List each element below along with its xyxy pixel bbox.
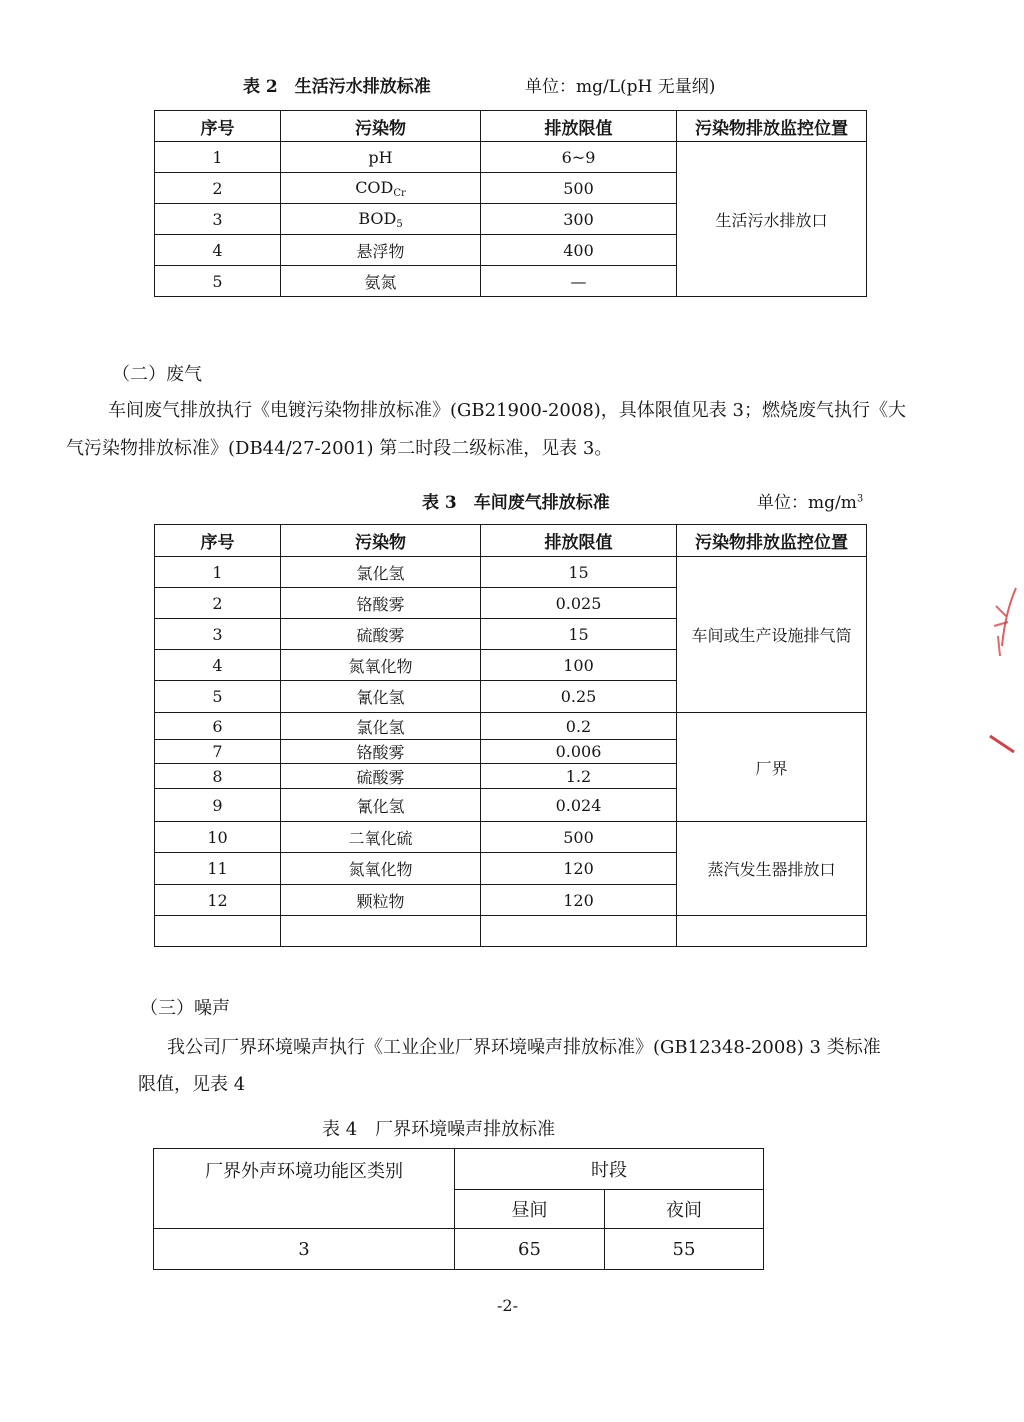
row-pollutant: 颗粒物 <box>281 885 481 916</box>
empty-cell <box>281 916 481 947</box>
row-pollutant: 氮氧化物 <box>281 650 481 681</box>
row-limit: 400 <box>481 235 677 266</box>
row-limit: 15 <box>481 619 677 650</box>
table-row <box>154 1229 764 1270</box>
row-no: 10 <box>155 822 281 853</box>
row-category: 3 <box>154 1229 455 1270</box>
row-limit: 0.2 <box>481 713 677 740</box>
table2-caption: 表 2 生活污水排放标准 <box>243 77 431 97</box>
table3-header-limit: 排放限值 <box>481 525 677 557</box>
empty-cell <box>155 916 281 947</box>
row-no: 2 <box>155 588 281 619</box>
table3-unit-sup: 3 <box>856 493 864 505</box>
table3-location-boiler: 蒸汽发生器排放口 <box>677 822 867 916</box>
row-no: 1 <box>155 142 281 173</box>
table-row <box>155 822 867 853</box>
table3-location-boundary: 厂界 <box>677 713 867 822</box>
row-limit: 0.006 <box>481 740 677 764</box>
table2-location: 生活污水排放口 <box>677 142 867 297</box>
pollutant-base: COD <box>355 177 394 197</box>
row-pollutant: pH <box>281 142 481 173</box>
row-day: 65 <box>455 1229 605 1270</box>
row-limit: 1.2 <box>481 764 677 789</box>
row-limit: 15 <box>481 557 677 588</box>
row-no: 3 <box>155 204 281 235</box>
row-limit: 120 <box>481 885 677 916</box>
row-pollutant: 氨氮 <box>281 266 481 297</box>
section2-heading: （二）废气 <box>112 364 202 385</box>
table-row <box>155 713 867 740</box>
row-no: 11 <box>155 853 281 885</box>
row-no: 2 <box>155 173 281 204</box>
row-pollutant: 氯化氢 <box>281 557 481 588</box>
row-no: 6 <box>155 713 281 740</box>
row-no: 1 <box>155 557 281 588</box>
row-limit: 6~9 <box>481 142 677 173</box>
row-pollutant: 氰化氢 <box>281 789 481 822</box>
table4-header-day: 昼间 <box>455 1190 605 1229</box>
table2-header-limit: 排放限值 <box>481 111 677 142</box>
table-row <box>155 557 867 588</box>
table2-header-no: 序号 <box>155 111 281 142</box>
pollutant-subscript: 5 <box>396 218 403 230</box>
row-pollutant: 硫酸雾 <box>281 619 481 650</box>
row-limit: 500 <box>481 173 677 204</box>
row-limit: 0.025 <box>481 588 677 619</box>
row-no: 4 <box>155 235 281 266</box>
section2-line1: 车间废气排放执行《电镀污染物排放标准》(GB21900-2008)，具体限值见表 3；燃烧废气执行《大 <box>108 400 906 421</box>
row-pollutant: 铬酸雾 <box>281 588 481 619</box>
table4-header-night: 夜间 <box>605 1190 764 1229</box>
empty-cell <box>677 916 867 947</box>
table4-header-area: 厂界外声环境功能区类别 <box>154 1149 455 1229</box>
row-no: 8 <box>155 764 281 789</box>
table2-header-location: 污染物排放监控位置 <box>677 111 867 142</box>
row-no: 4 <box>155 650 281 681</box>
empty-cell <box>481 916 677 947</box>
section3-line1: 我公司厂界环境噪声执行《工业企业厂界环境噪声排放标准》(GB12348-2008) 3 类标准 <box>167 1037 881 1058</box>
row-no: 9 <box>155 789 281 822</box>
table3-unit <box>757 488 863 513</box>
row-no: 7 <box>155 740 281 764</box>
row-pollutant: 二氧化硫 <box>281 822 481 853</box>
row-pollutant: 氮氧化物 <box>281 853 481 885</box>
row-pollutant <box>281 204 481 235</box>
table3-header-location: 污染物排放监控位置 <box>677 525 867 557</box>
table3-header-pollutant: 污染物 <box>281 525 481 557</box>
pollutant-subscript: Cr <box>393 187 406 199</box>
table3-unit-base: 单位：mg/m <box>757 493 857 513</box>
table3-header-no: 序号 <box>155 525 281 557</box>
stamp-fragment-graphic <box>986 586 1022 766</box>
page-number: -2- <box>497 1296 518 1315</box>
row-pollutant: 悬浮物 <box>281 235 481 266</box>
row-pollutant: 氯化氢 <box>281 713 481 740</box>
section3-line2: 限值，见表 4 <box>138 1074 246 1095</box>
row-limit: 0.024 <box>481 789 677 822</box>
table3-location-stack: 车间或生产设施排气筒 <box>677 557 867 713</box>
row-limit: 0.25 <box>481 681 677 713</box>
table4 <box>153 1148 764 1270</box>
pollutant-base: BOD <box>358 208 397 228</box>
table3 <box>154 524 867 947</box>
stamp-fragment <box>986 586 1022 766</box>
section3-heading: （三）噪声 <box>140 998 230 1019</box>
row-no: 12 <box>155 885 281 916</box>
row-pollutant: 铬酸雾 <box>281 740 481 764</box>
row-limit: 120 <box>481 853 677 885</box>
section2-line2: 气污染物排放标准》(DB44/27-2001) 第二时段二级标准，见表 3。 <box>66 438 613 459</box>
table-row-empty <box>155 916 867 947</box>
row-pollutant: 氰化氢 <box>281 681 481 713</box>
table-row <box>155 142 867 173</box>
row-limit: 500 <box>481 822 677 853</box>
row-limit: 300 <box>481 204 677 235</box>
row-pollutant <box>281 173 481 204</box>
row-no: 5 <box>155 681 281 713</box>
row-no: 3 <box>155 619 281 650</box>
row-limit: — <box>481 266 677 297</box>
table2-unit: 单位：mg/L(pH 无量纲) <box>525 77 716 97</box>
row-no: 5 <box>155 266 281 297</box>
table2-header-pollutant: 污染物 <box>281 111 481 142</box>
row-night: 55 <box>605 1229 764 1270</box>
table3-caption: 表 3 车间废气排放标准 <box>422 493 610 513</box>
table4-header-period: 时段 <box>455 1149 764 1190</box>
table2 <box>154 110 867 297</box>
table4-caption: 表 4 厂界环境噪声排放标准 <box>322 1119 556 1140</box>
row-pollutant: 硫酸雾 <box>281 764 481 789</box>
row-limit: 100 <box>481 650 677 681</box>
